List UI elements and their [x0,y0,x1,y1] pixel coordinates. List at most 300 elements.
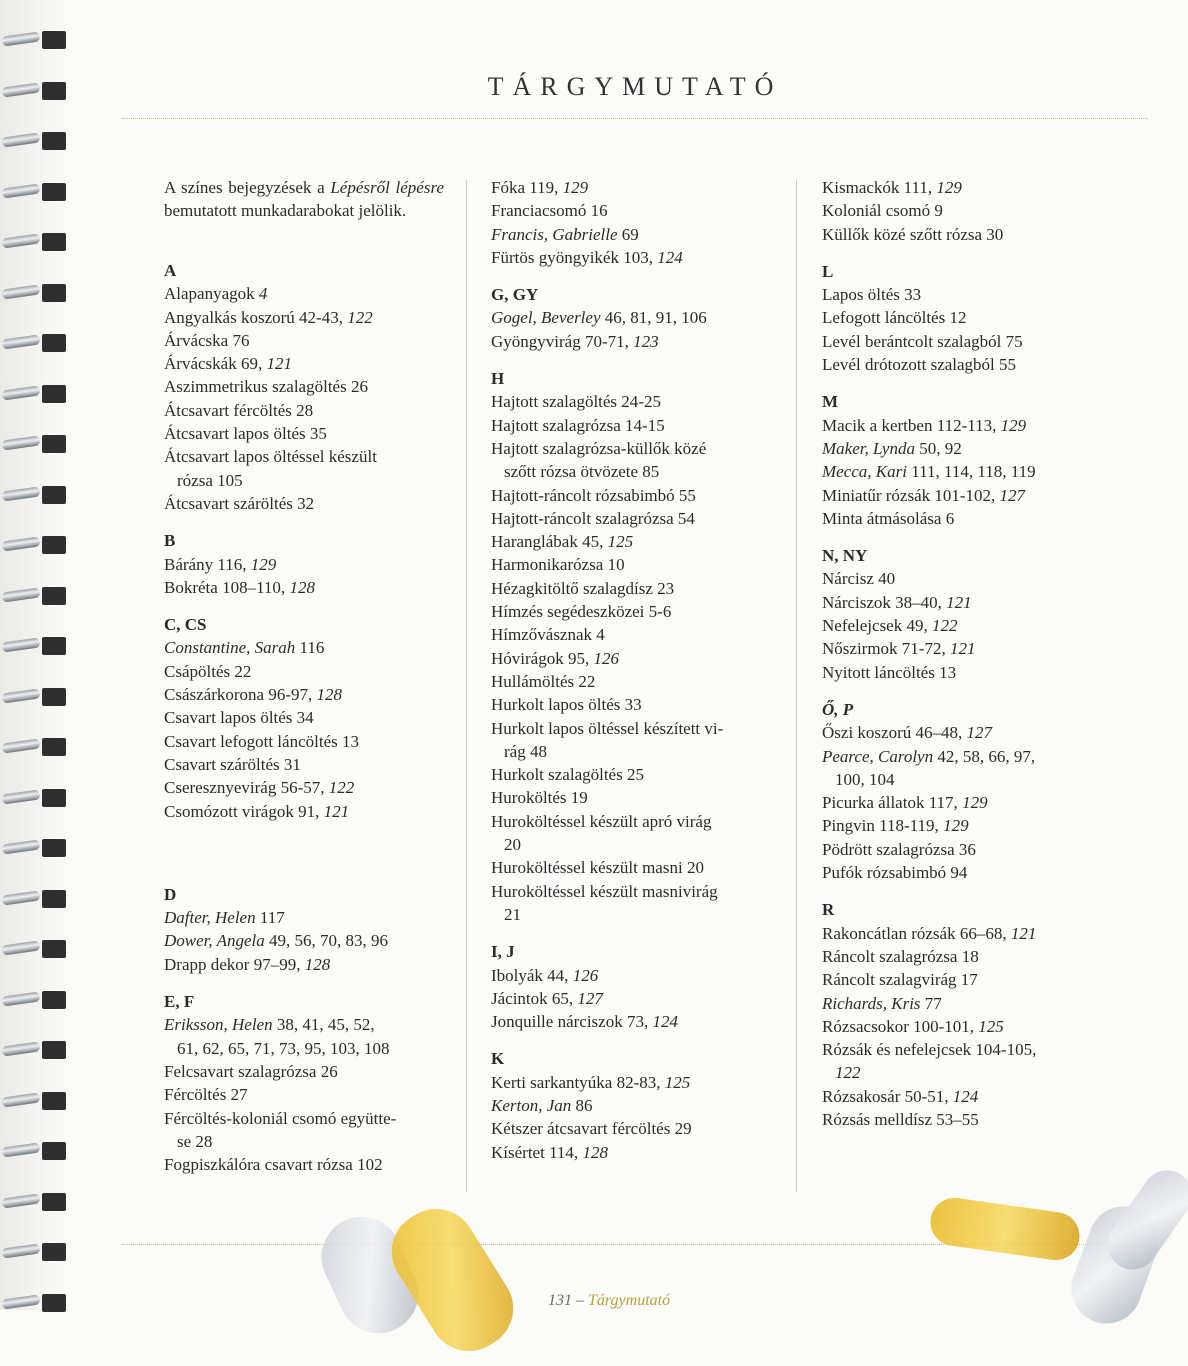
coil-wire [1,1243,40,1258]
punch-hole [42,486,66,504]
index-entry [164,636,444,659]
index-entry [491,856,776,879]
entry-text-italic: 129 [1000,415,1027,435]
punch-hole [42,789,66,807]
punch-hole [42,839,66,857]
binding-coil [2,1040,68,1060]
entry-text: Miniatűr rózsák 101-102, [822,485,1000,505]
index-entry-continuation [822,1061,1102,1084]
entry-text-italic: Gogel, Beverley [491,308,601,328]
coil-wire [1,1092,40,1107]
entry-text: Hullámöltés 22 [491,671,596,691]
index-entry-continuation [491,460,776,483]
entry-text: Átcsavart száröltés 32 [164,493,315,513]
spacer [164,222,444,245]
entry-text: Ráncolt szalagvirág 17 [822,970,978,990]
binding-coil [2,586,68,606]
entry-text: Levél berántcolt szalagból 75 [822,331,1023,351]
entry-text: Ibolyák 44, [491,965,573,985]
index-entry-continuation [491,903,776,926]
binding-coil [2,1141,68,1161]
index-entry [491,600,776,623]
entry-text: Pufók rózsabimbó 94 [822,863,968,883]
index-entry [822,1108,1102,1131]
index-entry [491,623,776,646]
punch-hole [42,284,66,302]
index-entry [822,945,1102,968]
index-entry [822,223,1102,246]
entry-text: 61, 62, 65, 71, 73, 95, 103, 108 [177,1038,390,1058]
entry-text: Rakoncátlan rózsák 66–68, [822,923,1011,943]
coil-wire [1,132,40,147]
entry-text-italic: 124 [652,1012,678,1032]
binding-coil [2,485,68,505]
binding-coil [2,838,68,858]
punch-hole [42,1142,66,1160]
entry-text-italic: 121 [266,354,292,374]
coil-wire [1,1142,40,1157]
punch-hole [42,31,66,49]
index-entry [164,953,444,976]
entry-text: rág 48 [504,741,547,761]
index-entry [164,492,444,515]
index-letter-heading: A [164,261,177,280]
index-entry-continuation [164,1130,444,1153]
index-entry [822,791,1102,814]
index-entry [164,730,444,753]
binding-coil [2,535,68,555]
index-entries-3 [822,176,1102,1131]
entry-text: Rózsás melldísz 53–55 [822,1109,979,1129]
punch-hole [42,132,66,150]
entry-text-italic: Pearce, Carolyn [822,746,934,766]
punch-hole [42,940,66,958]
index-entries-2 [491,176,776,1164]
index-entry [164,352,444,375]
entry-text: Hóvirágok 95, [491,648,594,668]
entry-text: Ráncolt szalagrózsa 18 [822,946,979,966]
index-entry [491,530,776,553]
entry-text: Árvácska 76 [164,330,250,350]
index-letter-heading: G, GY [491,285,539,305]
entry-text-italic: 124 [657,247,683,267]
entry-text-italic: 121 [946,592,972,612]
index-entry [822,968,1102,991]
entry-text-italic: 121 [323,801,350,821]
entry-text: Aszimmetrikus szalagöltés 26 [164,377,368,397]
entry-text: Csomózott virágok 91, [164,801,324,821]
binding-coil [2,333,68,353]
entry-text: Átcsavart lapos öltés 35 [164,424,327,444]
binding-coil [2,1091,68,1111]
entry-text: Felcsavart szalagrózsa 26 [164,1061,338,1081]
index-entry [164,800,444,823]
entry-text: Harmonikarózsa 10 [491,555,625,575]
coil-wire [1,688,40,703]
entry-text: 42, 58, 66, 97, [933,746,1036,766]
entry-text: Jácintok 65, [491,988,578,1008]
entry-text-italic: 125 [607,532,634,552]
entry-text: Cseresznyevirág 56-57, [164,778,329,798]
punch-hole [42,536,66,554]
index-entry [164,375,444,398]
punch-hole [42,1294,66,1312]
binding-coil [2,434,68,454]
entry-text: 111, 114, 118, 119 [906,462,1036,482]
index-entry [491,717,776,740]
entry-text: Hajtott szalagöltés 24-25 [491,392,661,412]
index-entry [164,1013,444,1036]
index-entry [491,763,776,786]
entry-text: 20 [504,835,521,855]
index-entry [491,199,776,222]
entry-text-italic: 125 [978,1016,1004,1036]
binding-coil [2,182,68,202]
binding-coil [2,1242,68,1262]
index-entry [491,1071,776,1094]
index-entry [822,306,1102,329]
coil-wire [1,233,40,248]
entry-text: se 28 [177,1131,213,1151]
entry-text: Angyalkás koszorú 42-43, [164,307,348,327]
entry-text: Picurka állatok 117, [822,793,963,813]
entry-text: Fóka 119, [491,178,563,197]
entry-text: Haranglábak 45, [491,532,608,552]
index-entry [164,306,444,329]
entry-text: Pingvin 118-119, [822,816,944,836]
entry-text: Átcsavart fércöltés 28 [164,400,314,420]
page-footer [548,1292,670,1310]
index-entry-continuation [491,833,776,856]
punch-hole [42,1243,66,1261]
index-letter-heading: H [491,369,505,389]
index-entry [822,283,1102,306]
index-entry-continuation [164,1037,444,1060]
index-letter-heading: M [822,392,839,412]
index-letter-heading: Ő, P [822,699,854,719]
entry-text: Fogpiszkálóra csavart rózsa 102 [164,1155,383,1175]
entry-text: Lapos öltés 33 [822,285,922,305]
index-column-2 [491,176,776,1164]
entry-text: Rózsák és nefelejcsek 104-105, [822,1040,1037,1060]
entry-text-italic: 4 [258,284,268,304]
entry-text-italic: 126 [593,648,619,668]
spacer [164,823,444,869]
index-entry [822,838,1102,861]
binding-coil [2,384,68,404]
entry-text: Hajtott-ráncolt rózsabimbó 55 [491,485,696,505]
coil-wire [1,789,40,804]
coil-wire [1,890,40,905]
index-entry [491,693,776,716]
entry-text-italic: 123 [633,331,659,351]
entry-text-italic: Dafter, Helen [164,908,256,928]
coil-wire [1,385,40,400]
entry-text-italic: Richards, Kris [822,993,921,1013]
index-entry [164,399,444,422]
entry-text: Rózsacsokor 100-101, [822,1016,979,1036]
entry-text: Császárkorona 96-97, [164,685,317,705]
index-entry [822,922,1102,945]
index-entry [164,706,444,729]
coil-wire [1,334,40,349]
binding-coil [2,889,68,909]
coil-wire [1,284,40,299]
index-entry [491,810,776,833]
entry-text-italic: 124 [952,1086,979,1106]
entry-text: Gyöngyvirág 70-71, [491,331,634,351]
index-entry [491,964,776,987]
entry-text: Hajtott-ráncolt szalagrózsa 54 [491,508,695,528]
index-entry-continuation [164,469,444,492]
entry-text: Alapanyagok [164,284,259,304]
index-entry [164,1060,444,1083]
punch-hole [42,1193,66,1211]
index-entry [164,1153,444,1176]
entry-text: 117 [255,908,285,928]
entry-text-italic: 128 [582,1142,608,1162]
index-entry [822,199,1102,222]
index-entry [491,880,776,903]
entry-text: Kísértet 114, [491,1142,583,1162]
entry-text: Bokréta 108–110, [164,577,290,597]
binding-coil [2,636,68,656]
entry-text: Nyitott láncöltés 13 [822,662,957,682]
entry-text: Franciacsomó 16 [491,201,608,221]
entry-text: Átcsavart lapos öltéssel készült [164,447,377,467]
binding-coil [2,30,68,50]
entry-text-italic: Kerton, Jan [491,1095,572,1115]
entry-text: Küllők közé szőtt rózsa 30 [822,224,1004,244]
index-entry [164,753,444,776]
binding-coil [2,939,68,959]
index-entry [491,223,776,246]
index-letter-heading: E, F [164,992,195,1012]
index-entry [164,776,444,799]
index-entry [491,1141,776,1164]
footer-label: Tárgymutató [588,1292,671,1309]
entry-text: 77 [920,993,942,1013]
page-number: 131 [548,1292,572,1309]
entry-text-italic: 127 [999,485,1026,505]
index-entry [822,460,1102,483]
coil-wire [1,991,40,1006]
entry-text: Hímzés segédeszközei 5-6 [491,602,672,622]
entry-text: Koloniál csomó 9 [822,201,943,221]
entry-text: Árvácskák 69, [164,354,267,374]
entry-text: Csavart lefogott láncöltés 13 [164,731,359,751]
punch-hole [42,385,66,403]
index-entry [822,721,1102,744]
punch-hole [42,233,66,251]
intro-text-2: bemutatott munkadarabokat jelölik. [164,201,407,220]
entry-text: Drapp dekor 97–99, [164,954,305,974]
entry-text: szőtt rózsa ötvözete 85 [504,462,660,482]
index-entry [491,484,776,507]
entry-text-italic: 127 [966,723,992,743]
entry-text: Lefogott láncöltés 12 [822,308,967,328]
entry-text: Kétszer átcsavart fércöltés 29 [491,1119,692,1139]
index-entry [822,414,1102,437]
entry-text: Huroköltéssel készült apró virág [491,811,712,831]
index-entry [822,353,1102,376]
index-entry [491,1010,776,1033]
index-entry [822,507,1102,530]
entry-text: 116 [295,638,325,658]
index-entry [491,437,776,460]
index-entry [822,567,1102,590]
index-entry [491,306,776,329]
entry-text: Kismackók 111, [822,178,937,197]
punch-hole [42,991,66,1009]
index-entry [822,484,1102,507]
coil-wire [1,1041,40,1056]
index-entry [491,1117,776,1140]
entry-text-italic: 128 [304,954,331,974]
entry-text-italic: 129 [250,554,277,574]
index-entry [822,176,1102,199]
index-entry [164,1083,444,1106]
entry-text: 49, 56, 70, 83, 96 [264,931,388,951]
index-entry [164,282,444,305]
entry-text-italic: 122 [835,1063,861,1083]
entry-text: Csápöltés 22 [164,661,252,681]
index-entry [822,330,1102,353]
punch-hole [42,334,66,352]
entry-text: Rózsakosár 50-51, [822,1086,953,1106]
coil-wire [1,839,40,854]
entry-text: 21 [504,904,521,924]
punch-hole [42,890,66,908]
index-entry [164,445,444,468]
index-entry [164,683,444,706]
entry-text-italic: 122 [347,307,373,327]
punch-hole [42,183,66,201]
index-entry [164,1107,444,1130]
entry-text: 50, 92 [914,438,962,458]
entry-text: Minta átmásolása 6 [822,508,955,528]
index-entries-1 [164,222,444,1176]
entry-text-italic: 125 [664,1072,691,1092]
entry-text-italic: 129 [562,178,589,197]
coil-wire [1,940,40,955]
entry-text-italic: Mecca, Kari [822,462,907,482]
entry-text-italic: 129 [962,793,988,813]
entry-text: 69 [617,224,639,244]
binding-coil [2,283,68,303]
index-entry [164,553,444,576]
index-entry-continuation [491,740,776,763]
entry-text: Macik a kertben 112-113, [822,415,1001,435]
entry-text: rózsa 105 [177,470,243,490]
index-entry [822,661,1102,684]
index-entry [491,390,776,413]
index-entry [491,176,776,199]
entry-text: Huroköltés 19 [491,788,588,808]
coil-wire [1,1193,40,1208]
index-letter-heading: C, CS [164,615,207,635]
page-title: TÁRGYMUTATÓ [487,72,783,101]
entry-text-italic: 128 [316,685,342,705]
index-entry [822,591,1102,614]
index-entry [491,330,776,353]
entry-text-italic: 129 [943,816,969,836]
entry-text-italic: 129 [936,178,962,197]
index-entry [822,637,1102,660]
column-divider-2 [796,180,797,1192]
punch-hole [42,738,66,756]
entry-text: Nárcisz 40 [822,569,896,589]
entry-text: Kerti sarkantyúka 82-83, [491,1072,665,1092]
entry-text: Nárciszok 38–40, [822,592,947,612]
binding-coil [2,232,68,252]
coil-wire [1,536,40,551]
entry-text: Csavart száröltés 31 [164,754,301,774]
punch-hole [42,435,66,453]
index-entry [491,786,776,809]
entry-text-italic: 122 [328,778,355,798]
entry-text: Jonquille nárciszok 73, [491,1012,653,1032]
entry-text: Fércöltés-koloniál csomó együtte- [164,1108,397,1128]
index-entry [491,246,776,269]
entry-text: Hézagkitöltő szalagdísz 23 [491,578,675,598]
entry-text-italic: 121 [1010,923,1037,943]
coil-wire [1,31,40,46]
entry-text: 46, 81, 91, 106 [600,308,707,328]
entry-text-italic: Eriksson, Helen [164,1015,273,1035]
entry-text: Csavart lapos öltés 34 [164,708,314,728]
intro-note [164,176,444,222]
entry-text: 86 [571,1095,593,1115]
coil-wire [1,738,40,753]
entry-text-italic: Constantine, Sarah [164,638,296,658]
binding-coil [2,1192,68,1212]
intro-text-1: A színes bejegyzések a [164,178,331,197]
coil-wire [1,637,40,652]
entry-text: Levél drótozott szalagból 55 [822,355,1017,375]
entry-text-italic: 126 [572,965,599,985]
index-entry [164,660,444,683]
punch-hole [42,1092,66,1110]
index-letter-heading: R [822,900,835,920]
coil-wire [1,435,40,450]
entry-text-italic: Francis, Gabrielle [491,224,618,244]
entry-text-italic: 128 [289,577,315,597]
index-entry [164,329,444,352]
binding-coil [2,788,68,808]
index-column-1 [164,176,444,1176]
entry-text: Őszi koszorú 46–48, [822,723,967,743]
index-entry-continuation [822,768,1102,791]
intro-italic: Lépésről lépésre [330,178,444,197]
index-letter-heading: D [164,884,177,904]
binding-coil [2,687,68,707]
index-entry [164,422,444,445]
index-letter-heading: L [822,261,834,281]
coil-wire [1,183,40,198]
index-entry [491,647,776,670]
index-letter-heading: N, NY [822,546,868,566]
index-entry [164,576,444,599]
index-entry [822,861,1102,884]
spiral-binding [0,0,78,1310]
coil-wire [1,587,40,602]
entry-text: Nefelejcsek 49, [822,616,932,636]
entry-text: Hurkolt szalagöltés 25 [491,765,644,785]
index-letter-heading: B [164,531,176,551]
index-entry [822,1015,1102,1038]
column-divider-1 [466,180,467,1192]
